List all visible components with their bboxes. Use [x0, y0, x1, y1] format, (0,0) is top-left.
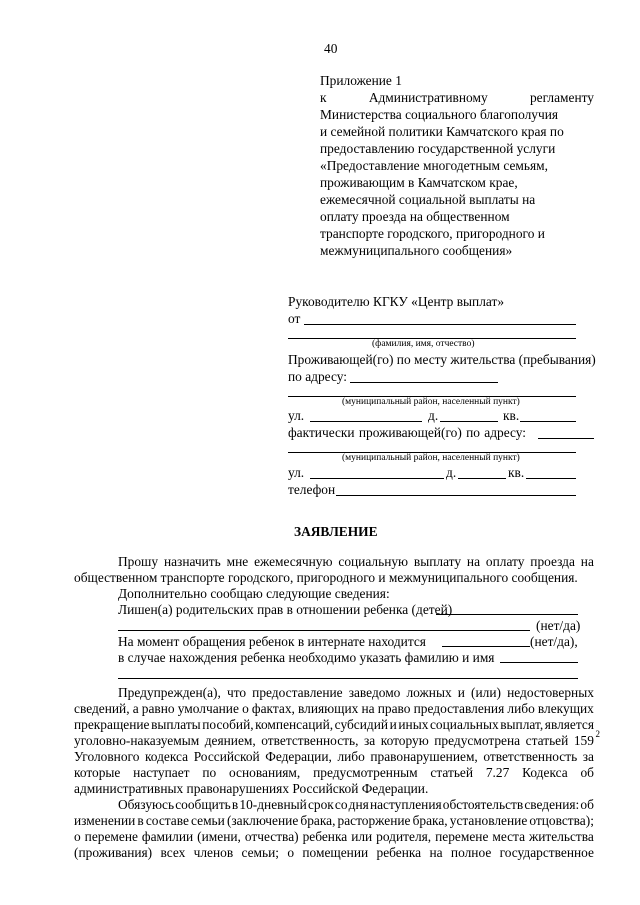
- street-label-1: ул.: [288, 408, 305, 423]
- apt-label-2: кв.: [508, 465, 525, 480]
- from-label: от: [288, 311, 301, 326]
- deprived-field[interactable]: [436, 614, 578, 615]
- appendix-line: ежемесячной социальной выплаты на: [320, 192, 536, 207]
- warning-line-last: административных правонарушениях Российской Федерации.: [74, 781, 429, 796]
- warning-line: которые наступает по основаниям, предусмотренным статьей 7.27 Кодекса об: [74, 765, 594, 780]
- appendix-title: Приложение 1: [320, 73, 402, 88]
- appendix-line: предоставлению государственной услуги: [320, 141, 556, 156]
- house-field-2[interactable]: [458, 478, 506, 479]
- street-label-2: ул.: [288, 465, 305, 480]
- appendix-line: оплату проезда на общественном: [320, 209, 510, 224]
- request-line-2: общественном транспорте городского, пригородного и межмуниципального сообщения.: [74, 570, 578, 585]
- warning-line: прекращение выплаты пособий, компенсаций, субсидий и иных социальных выплат, является: [74, 717, 594, 732]
- boarding-field[interactable]: [442, 646, 530, 647]
- appendix-line: Министерства социального благополучия: [320, 107, 559, 122]
- yes-no-2: (нет/да),: [530, 634, 578, 649]
- obligation-line: (проживания) всех членов семьи; о помещении ребенка на полное государственное: [74, 845, 594, 860]
- fio-hint: (фамилия, имя, отчество): [372, 339, 475, 349]
- appendix-line: и семейной политики Камчатского края по: [320, 124, 564, 139]
- phone-label: телефон: [288, 482, 336, 497]
- municipal-hint-2: (муниципальный район, населенный пункт): [342, 453, 520, 463]
- warning-line: сведений, а равно умолчание о фактах, влияющих на право предоставления либо влекущих: [74, 701, 594, 716]
- request-line-1: Прошу назначить мне ежемесячную социальную выплату на оплату проезда на: [118, 554, 594, 569]
- address-label: по адресу:: [288, 369, 347, 384]
- house-label-2: д.: [446, 465, 457, 480]
- municipal-hint-1: (муниципальный район, населенный пункт): [342, 397, 520, 407]
- page-number: 40: [324, 41, 338, 56]
- street-field-2[interactable]: [310, 478, 444, 479]
- apt-field-2[interactable]: [526, 478, 576, 479]
- street-field-1[interactable]: [310, 421, 422, 422]
- residing-label: Проживающей(го) по месту жительства (пребывания): [288, 352, 596, 367]
- appendix-line: межмуниципального сообщения»: [320, 243, 513, 258]
- actual-address-label: фактически проживающей(го) по адресу:: [288, 425, 526, 440]
- recipient: Руководителю КГКУ «Центр выплат»: [288, 294, 505, 309]
- child-name-field-line-2[interactable]: [118, 678, 578, 679]
- warning-line: уголовно-наказуемым деянием, ответственность, за которую предусмотрена статьей 159 2: [74, 729, 600, 748]
- apt-label-1: кв.: [503, 408, 520, 423]
- additional-info: Дополнительно сообщаю следующие сведения:: [118, 586, 390, 601]
- boarding-label: На момент обращения ребенок в интернате находится: [118, 634, 426, 649]
- warning-line: Предупрежден(а), что предоставление заведомо ложных и (или) недостоверных: [118, 685, 594, 700]
- obligation-line: о перемене фамилии (имени, отчества) ребенка или родителя, перемене места жительства: [74, 829, 594, 844]
- yes-no-1: (нет/да): [536, 618, 581, 633]
- obligation-line: изменении в составе семьи (заключение брака, расторжение брака, установление отцовства);: [74, 813, 594, 828]
- address-field[interactable]: [350, 382, 498, 383]
- appendix-line: к Административному регламенту: [320, 90, 594, 105]
- actual-address-field[interactable]: [538, 438, 594, 439]
- apt-field-1[interactable]: [520, 421, 576, 422]
- warning-line: Уголовного кодекса Российской Федерации, либо правонарушением, ответственность за: [74, 749, 594, 764]
- appendix-line: проживающим в Камчатском крае,: [320, 175, 518, 190]
- obligation-line: Обязуюсь сообщить в 10-дневный срок со дня наступления обстоятельств сведения: об: [118, 797, 594, 812]
- deprived-label: Лишен(а) родительских прав в отношении ребенка (детей): [118, 602, 453, 617]
- deprived-field-line-2[interactable]: [118, 630, 530, 631]
- document-title: ЗАЯВЛЕНИЕ: [294, 524, 378, 539]
- appendix-line: транспорте городского, пригородного и: [320, 226, 545, 241]
- child-name-field[interactable]: [500, 662, 578, 663]
- boarding-note: в случае нахождения ребенка необходимо указать фамилию и имя: [118, 650, 495, 665]
- house-field-1[interactable]: [440, 421, 498, 422]
- appendix-line: «Предоставление многодетным семьям,: [320, 158, 548, 173]
- house-label-1: д.: [428, 408, 439, 423]
- phone-field[interactable]: [336, 495, 576, 496]
- from-field[interactable]: [304, 324, 576, 325]
